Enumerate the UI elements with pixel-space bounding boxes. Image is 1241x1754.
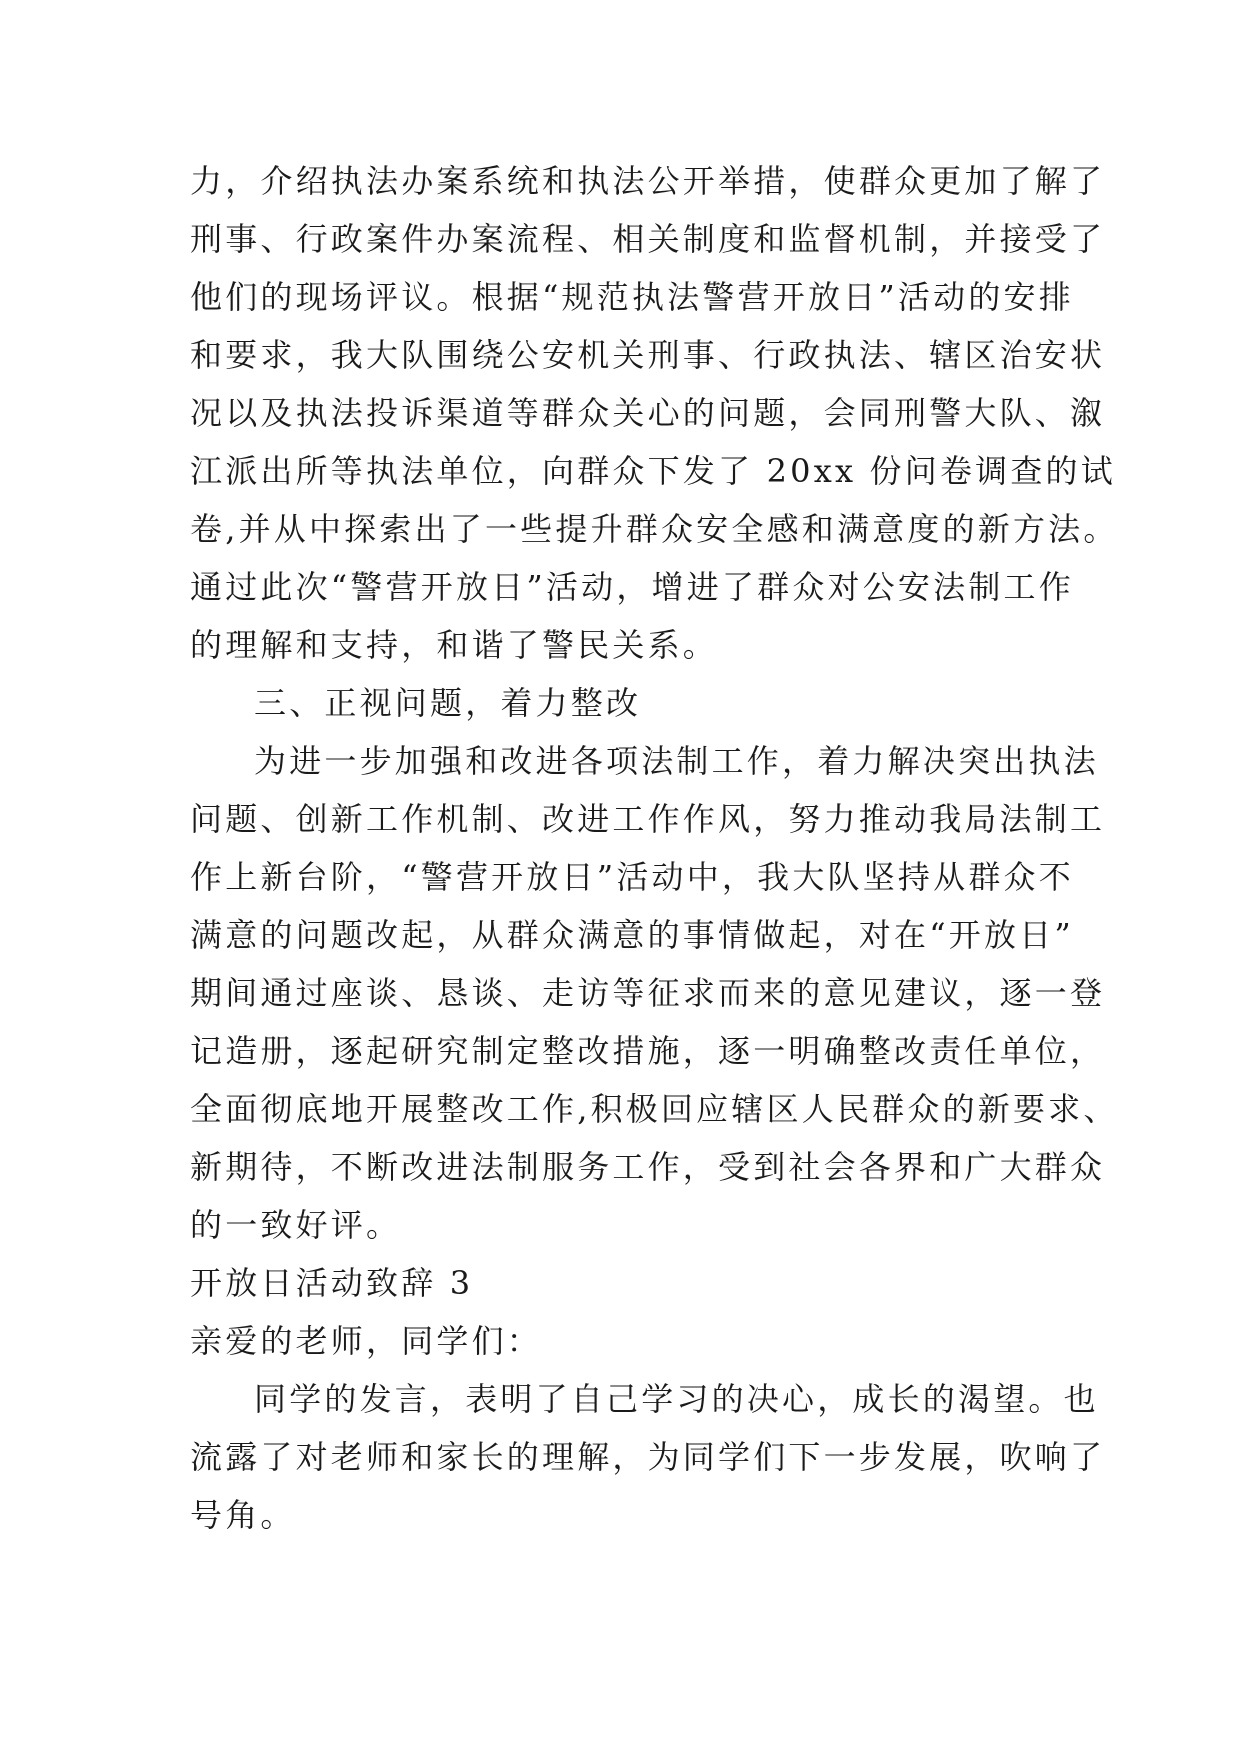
text-line: 他们的现场评议。根据“规范执法警营开放日”活动的安排 — [190, 278, 1074, 316]
text-line: 的理解和支持，和谐了警民关系。 — [190, 626, 719, 664]
text-line: 卷,并从中探索出了一些提升群众安全感和满意度的新方法。 — [190, 510, 1119, 548]
text-line: 刑事、行政案件办案流程、相关制度和监督机制，并接受了 — [190, 220, 1106, 258]
text-line: 新期待，不断改进法制服务工作，受到社会各界和广大群众 — [190, 1148, 1106, 1186]
text-line: 的一致好评。 — [190, 1206, 402, 1244]
paragraph-start-line: 同学的发言，表明了自己学习的决心，成长的渴望。也 — [254, 1380, 1099, 1418]
text-line: 号角。 — [190, 1496, 296, 1534]
text-line: 记造册，逐起研究制定整改措施，逐一明确整改责任单位， — [190, 1032, 1106, 1070]
document-title: 开放日活动致辞 3 — [190, 1264, 474, 1302]
text-line: 力，介绍执法办案系统和执法公开举措，使群众更加了解了 — [190, 162, 1106, 200]
text-line: 流露了对老师和家长的理解，为同学们下一步发展，吹响了 — [190, 1438, 1106, 1476]
text-line: 和要求，我大队围绕公安机关刑事、行政执法、辖区治安状 — [190, 336, 1106, 374]
text-line: 通过此次“警营开放日”活动，增进了群众对公安法制工作 — [190, 568, 1074, 606]
text-line: 况以及执法投诉渠道等群众关心的问题，会同刑警大队、溆 — [190, 394, 1106, 432]
text-line: 江派出所等执法单位，向群众下发了 20xx 份问卷调查的试 — [190, 452, 1116, 490]
text-line: 期间通过座谈、恳谈、走访等征求而来的意见建议，逐一登 — [190, 974, 1106, 1012]
section-heading: 三、正视问题，着力整改 — [254, 684, 642, 722]
document-body — [190, 152, 1119, 1544]
salutation: 亲爱的老师，同学们： — [190, 1322, 543, 1360]
text-line: 全面彻底地开展整改工作,积极回应辖区人民群众的新要求、 — [190, 1090, 1119, 1128]
text-line: 满意的问题改起，从群众满意的事情做起，对在“开放日” — [190, 916, 1074, 954]
text-line: 问题、创新工作机制、改进工作作风，努力推动我局法制工 — [190, 800, 1106, 838]
paragraph-start-line: 为进一步加强和改进各项法制工作，着力解决突出执法 — [254, 742, 1099, 780]
text-line: 作上新台阶，“警营开放日”活动中，我大队坚持从群众不 — [190, 858, 1074, 896]
